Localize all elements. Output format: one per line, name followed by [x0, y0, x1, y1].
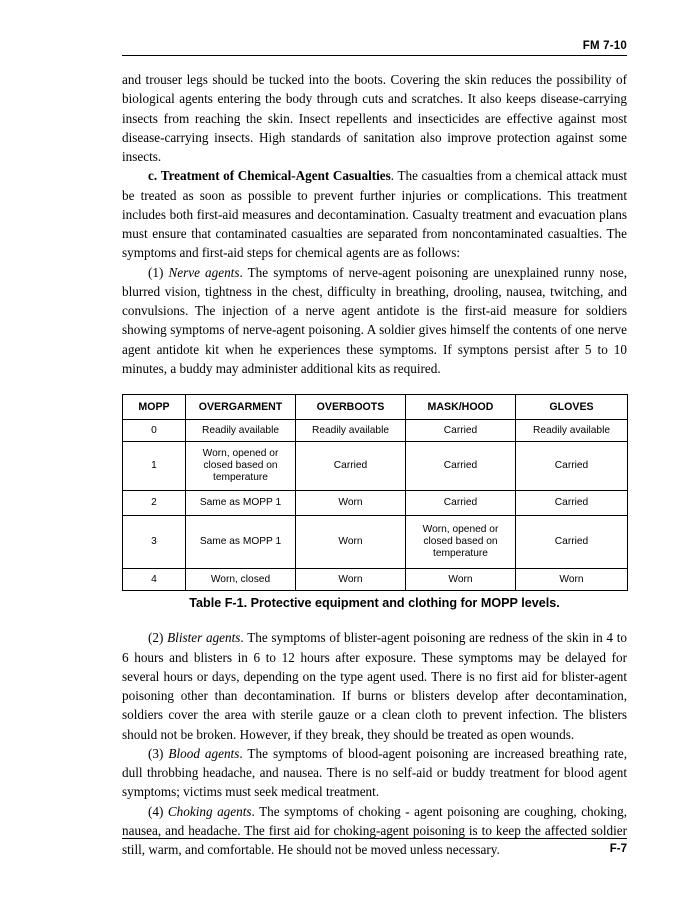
table-header [123, 395, 628, 420]
cell-gloves: Readily available [516, 420, 628, 442]
paragraph-3-label: (3) [148, 745, 164, 761]
table-row [123, 420, 628, 442]
cell-mopp-level: 1 [123, 442, 186, 491]
table-caption: Table F-1. Protective equipment and clothing for MOPP levels. [189, 596, 560, 611]
table-row [123, 569, 628, 591]
cell-mask-hood: Worn [406, 569, 516, 591]
cell-gloves: Worn [516, 569, 628, 591]
paragraph-3 [122, 744, 627, 802]
paragraph-continued: and trouser legs should be tucked into the boots. Covering the skin reduces the possibility of biological agents entering the body through cuts and scratches. It also keeps disease-carrying insects from reaching the skin. Insect repellents and insecticides are effective against most disease-carrying insects. High standards of sanitation also improve protection against some insects. [122, 72, 627, 165]
paragraph-c-heading: Treatment of Chemical-Agent Casualties [160, 168, 391, 184]
paragraph-2-text: . The symptoms of blister-agent poisoning are redness of the skin in 4 to 6 hours and blisters in 6 to 12 hours after exposure. These symptoms may be delayed for several hours or days, depending on the type agent used. There is no first aid for blister-agent poisoning other than decontamination. If burns or blisters develop after decontamination, soldiers cover the area with sterile gauze or a clean cloth to prevent infection. The blisters should not be broken. However, if they break, they should be treated as open wounds. [122, 630, 627, 742]
body-text-bottom [122, 628, 627, 859]
cell-overboots: Readily available [296, 420, 406, 442]
paragraph-1 [122, 263, 627, 379]
paragraph-1-text: . The symptoms of nerve-agent poisoning are unexplained runny nose, blurred vision, tightness in the chest, difficulty in breathing, drooling, nausea, twitching, and convulsions. The injection of a nerve agent antidote is the first-aid measure for soldiers showing symptoms of nerve-agent poisoning. A soldier gives himself the contents of one nerve agent antidote kit when he experiences these symptoms. If symptons persist after 5 to 10 minutes, a buddy may administer additional kits as required. [122, 264, 628, 376]
paragraph-2-heading: Blister agents [167, 630, 241, 646]
paragraph-c [122, 166, 627, 262]
page-header [122, 40, 627, 55]
table-row [123, 491, 628, 516]
cell-mopp-level: 3 [123, 516, 186, 569]
cell-mopp-level: 0 [123, 420, 186, 442]
cell-mask-hood: Carried [406, 491, 516, 516]
cell-overboots: Worn [296, 491, 406, 516]
cell-overgarment: Same as MOPP 1 [186, 491, 296, 516]
cell-gloves: Carried [516, 491, 628, 516]
header-rule [122, 55, 627, 56]
paragraph-3-heading: Blood agents [168, 745, 240, 761]
mopp-table-wrapper [122, 394, 627, 610]
paragraph-4-heading: Choking agents [167, 803, 252, 819]
cell-overgarment: Worn, closed [186, 569, 296, 591]
page-number: F-7 [609, 843, 627, 855]
cell-overgarment: Readily available [186, 420, 296, 442]
column-header-mopp: MOPP [123, 395, 186, 420]
cell-overboots: Worn [296, 516, 406, 569]
column-header-overgarment: OVERGARMENT [186, 395, 296, 420]
cell-overboots: Carried [296, 442, 406, 491]
cell-overgarment: Same as MOPP 1 [186, 516, 296, 569]
column-header-overboots: OVERBOOTS [296, 395, 406, 420]
paragraph-1-heading: Nerve agents [168, 264, 240, 280]
cell-mopp-level: 2 [123, 491, 186, 516]
footer-row [122, 839, 627, 855]
cell-overboots: Worn [296, 569, 406, 591]
paragraph-3-text: . The symptoms of blood-agent poisoning are increased breathing rate, dull throbbing headache, and nausea. There is no self-aid or buddy treatment for blood agent symptoms; victims must seek medical treatment. [122, 745, 628, 800]
paragraph-1-label: (1) [148, 264, 164, 280]
paragraph-2-label: (2) [148, 630, 164, 646]
cell-gloves: Carried [516, 442, 628, 491]
paragraph-c-text: . The casualties from a chemical attack must be treated as soon as possible to prevent further injuries or complications. This treatment includes both first-aid measures and decontamination. Casualty treatment and evacuation plans must ensure that contaminated casualties are separated from noncontaminated casualties. The symptoms and first-aid steps for chemical agents are as follows: [122, 168, 627, 261]
page-content [122, 40, 627, 859]
body-text-top [122, 70, 627, 378]
cell-gloves: Carried [516, 516, 628, 569]
paragraph-c-label: c. [148, 168, 158, 184]
paragraph-4-label: (4) [148, 803, 164, 819]
table-header-row [123, 395, 628, 420]
cell-mask-hood: Worn, opened or closed based on temperature [406, 516, 516, 569]
table-row [123, 442, 628, 491]
page-footer [122, 838, 627, 855]
manual-id: FM 7-10 [582, 40, 627, 52]
mopp-table [122, 394, 628, 591]
table-row [123, 516, 628, 569]
cell-mask-hood: Carried [406, 442, 516, 491]
cell-overgarment: Worn, opened or closed based on temperature [186, 442, 296, 491]
column-header-mask-hood: MASK/HOOD [406, 395, 516, 420]
cell-mask-hood: Carried [406, 420, 516, 442]
column-header-gloves: GLOVES [516, 395, 628, 420]
cell-mopp-level: 4 [123, 569, 186, 591]
paragraph-2 [122, 628, 627, 744]
paragraph-4-text: . The symptoms of choking - agent poisoning are coughing, choking, nausea, and headache. The first aid for choking-agent poisoning is to keep the affected soldier still, warm, and comfortable. He should not be moved unless necessary. [122, 803, 627, 858]
table-body [123, 420, 628, 591]
